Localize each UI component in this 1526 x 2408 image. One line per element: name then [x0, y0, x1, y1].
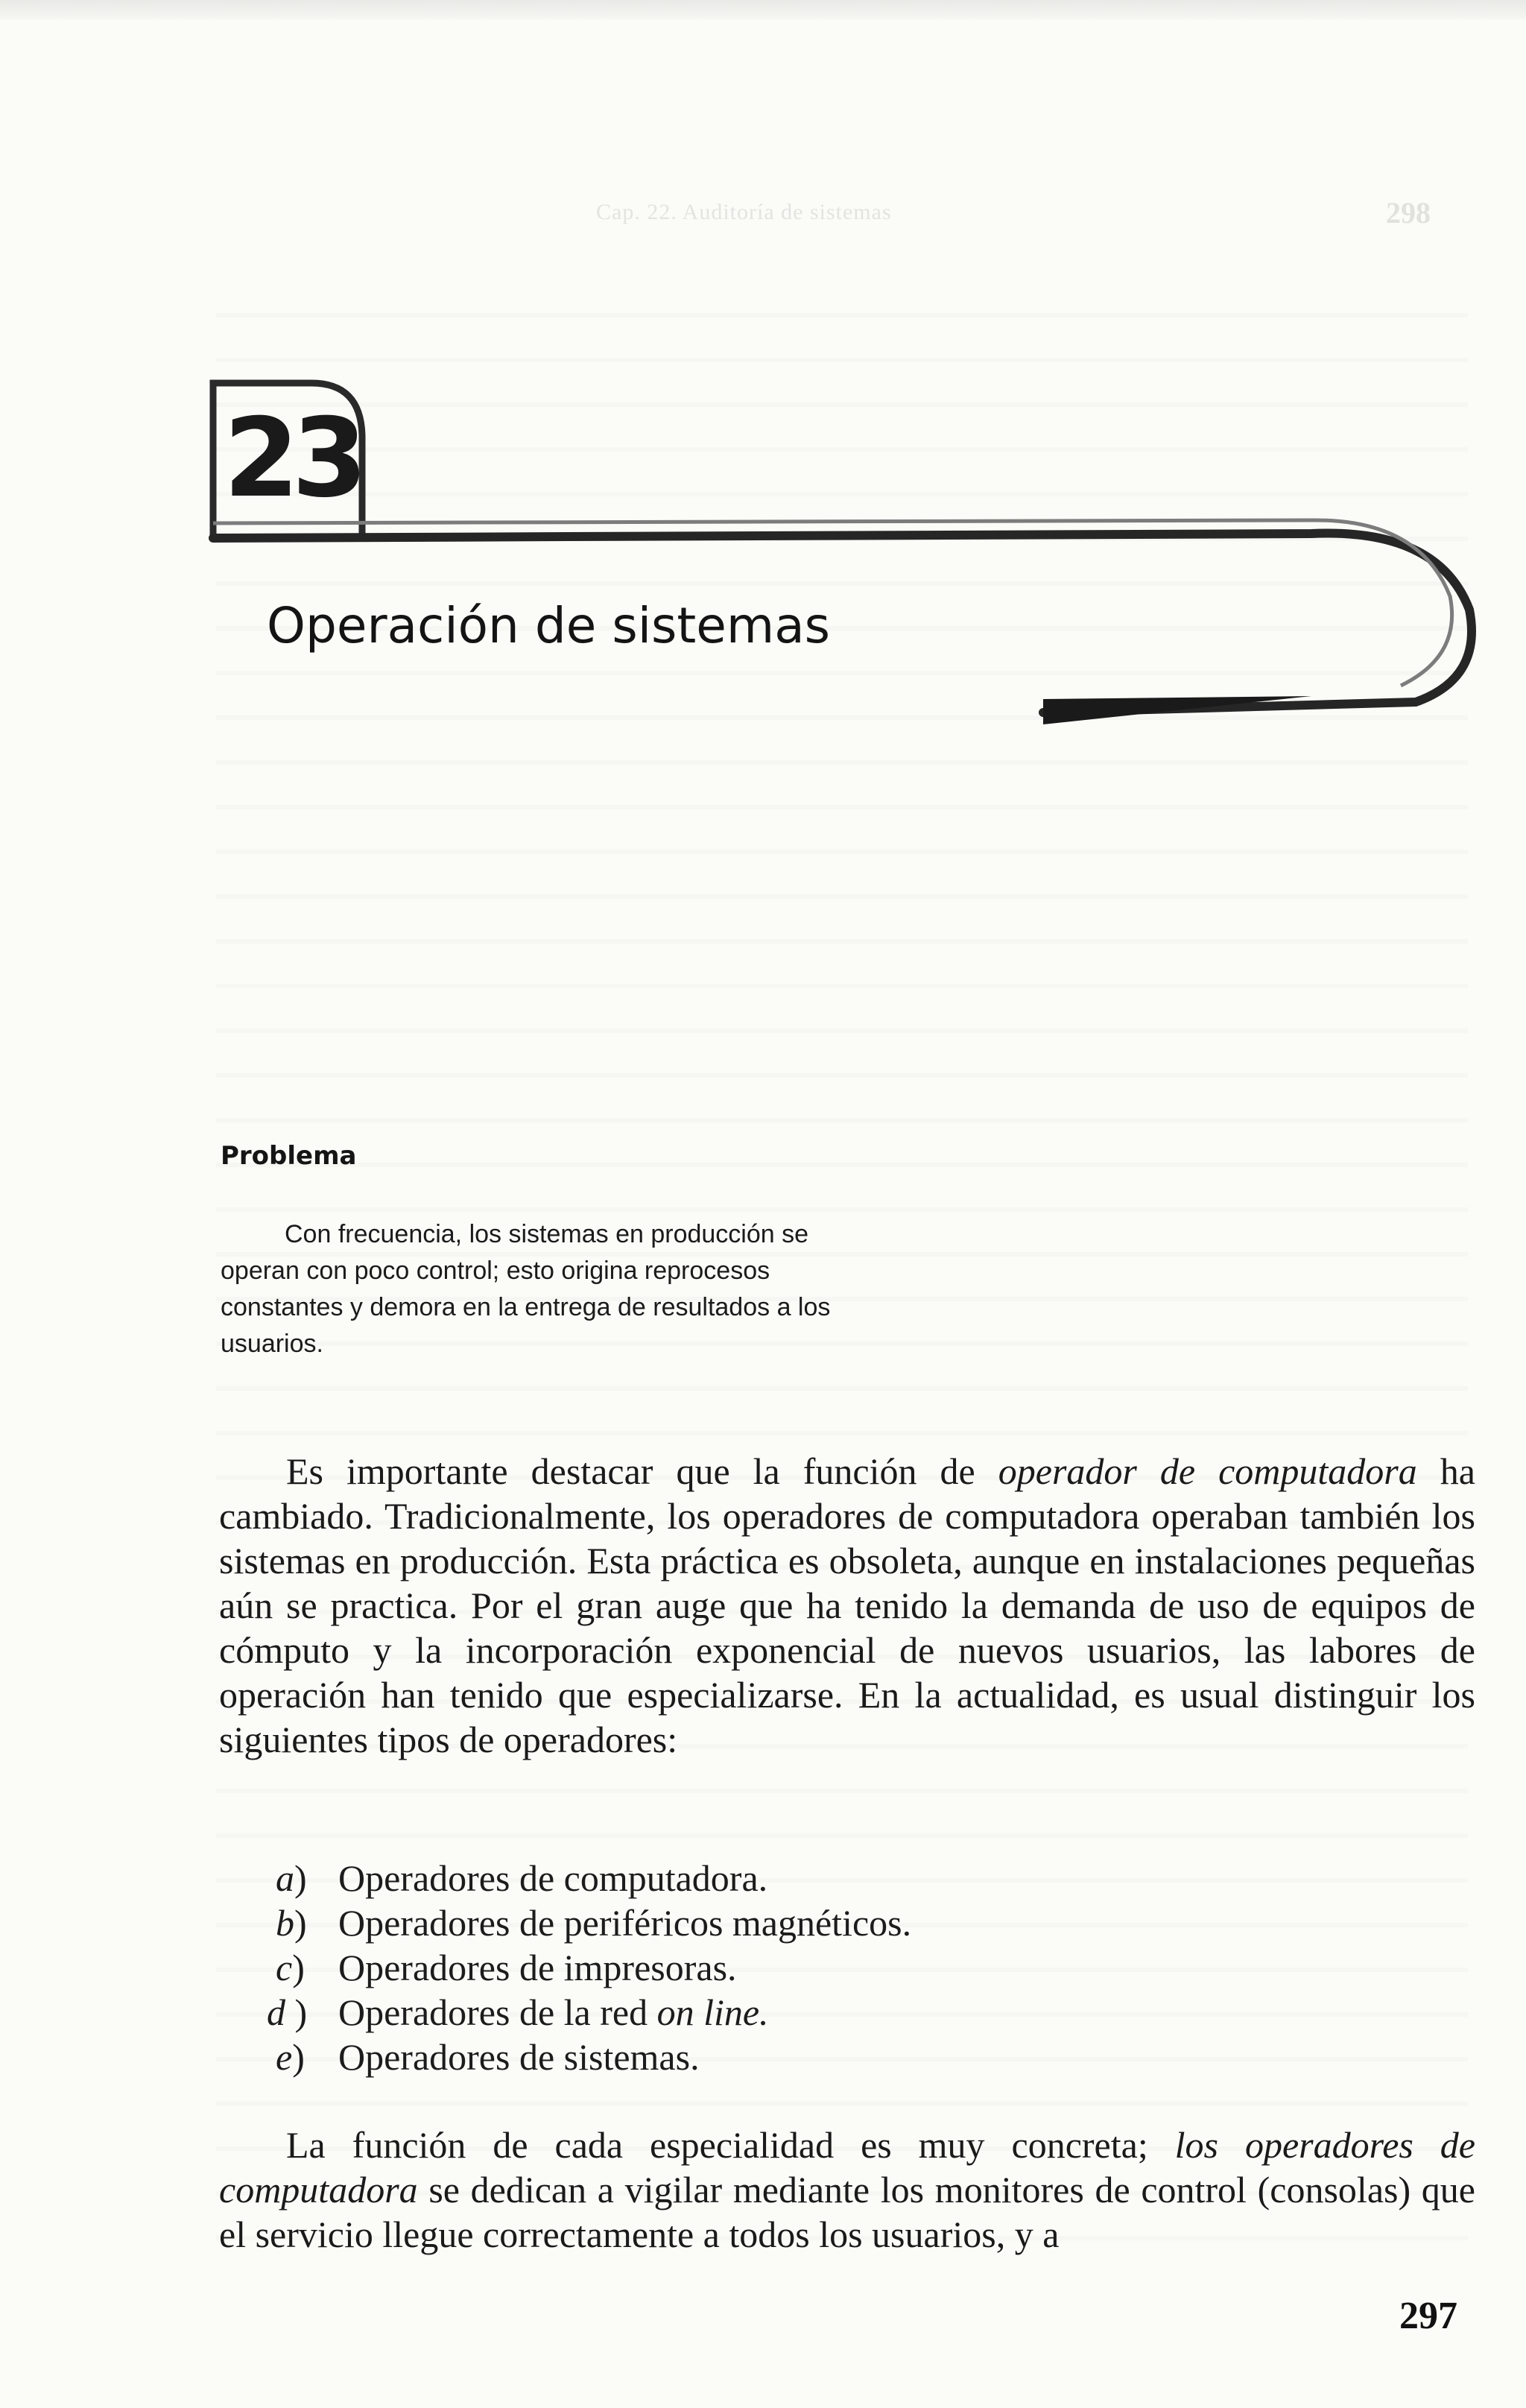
list-item-text: Operadores de computadora.: [338, 1857, 768, 1899]
paragraph-2-italic: los operadores de computadora: [219, 2124, 1475, 2211]
list-item-letter: b: [276, 1902, 294, 1944]
list-item-text: Operadores de sistemas.: [338, 2036, 700, 2078]
chapter-title: Operación de sistemas: [267, 597, 831, 654]
paragraph-1-text-b: ha cambiado. Tradicionalmente, los operadores de computadora operaban también los sistemas en producción. Esta práctica es obsoleta, aunque en instalaciones pequeñas aún se practica. Por el gran auge que ha tenido la demanda de uso de equipos de cómputo y la incorporación exponencial de nuevos usuarios, las labores de operación han tenido que especializarse. En la actualidad, es usual distinguir los siguientes tipos de operadores:: [219, 1450, 1476, 1760]
list-item: c) Operadores de impresoras.: [276, 1947, 737, 1988]
body-paragraph-2: [219, 2123, 1475, 2257]
list-item-letter: a: [276, 1857, 294, 1899]
list-item-text: Operadores de impresoras.: [338, 1947, 737, 1988]
list-item: e) Operadores de sistemas.: [276, 2036, 700, 2078]
list-item-letter: d: [267, 1991, 285, 2033]
list-item: b) Operadores de periféricos magnéticos.: [276, 1902, 912, 1944]
list-item-letter: c: [276, 1947, 293, 1988]
list-item-letter: e: [276, 2036, 293, 2078]
page-number: 297: [1399, 2295, 1457, 2337]
paragraph-1-text-a: Es importante destacar que la función de: [286, 1450, 998, 1492]
body-paragraph-1: [219, 1449, 1475, 1762]
bleed-through-page-number: 298: [1386, 196, 1431, 230]
problem-heading: Problema: [221, 1141, 357, 1171]
paragraph-2-text-a: La función de cada especialidad es muy concreta;: [286, 2124, 1175, 2166]
list-item-text: Operadores de periféricos magnéticos.: [338, 1902, 912, 1944]
list-item-text: Operadores de la red: [338, 1991, 657, 2033]
operator-types-list: [267, 1856, 912, 2079]
bleed-through-running-header: Cap. 22. Auditoría de sistemas: [596, 200, 892, 224]
list-item: d ) Operadores de la red on line.: [267, 1991, 769, 2033]
list-item: a) Operadores de computadora.: [276, 1857, 768, 1899]
list-item-italic: on line.: [656, 1991, 769, 2033]
paragraph-1-italic: operador de computadora: [998, 1450, 1417, 1492]
problem-text: Con frecuencia, los sistemas en producción se operan con poco control; esto origina reprocesos constantes y demora en la entrega de resultados a los usuarios.: [221, 1220, 831, 1358]
paragraph-2-text-b: se dedican a vigilar mediante los monitores de control (consolas) que el servicio llegue correctamente a todos los usuarios, y a: [219, 2169, 1475, 2255]
chapter-number: 23: [224, 395, 361, 522]
